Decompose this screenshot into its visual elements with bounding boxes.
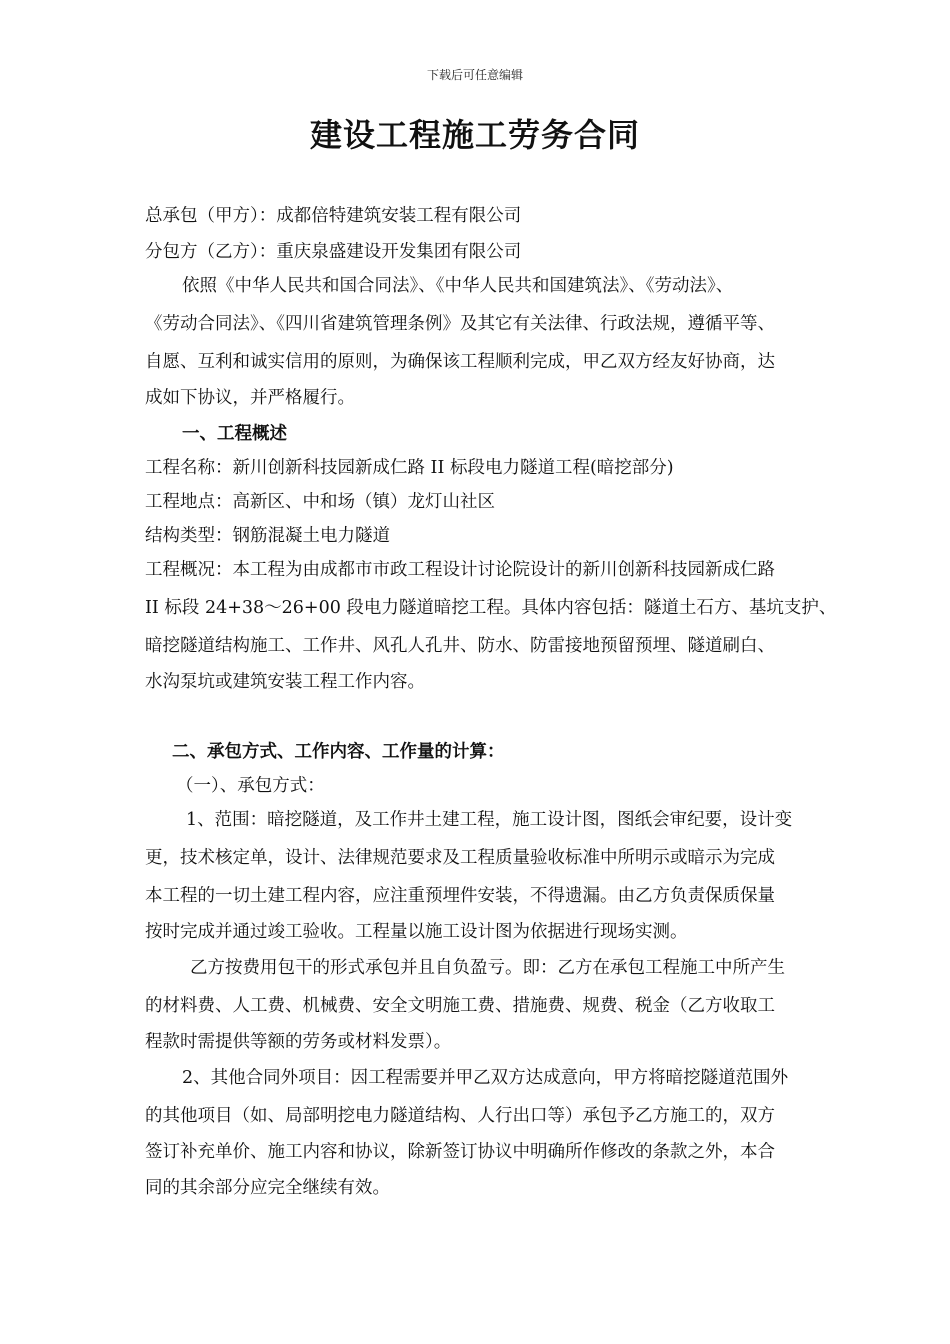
preamble-line: 成如下协议，并严格履行。 xyxy=(145,388,355,408)
section-heading: 一、工程概述 xyxy=(182,424,287,444)
cost-line: 程款时需提供等额的劳务或材料发票）。 xyxy=(145,1032,452,1052)
preamble-line: 自愿、互利和诚实信用的原则，为确保该工程顺利完成，甲乙双方经友好协商，达 xyxy=(145,352,775,372)
overview-line: 工程概况：本工程为由成都市市政工程设计讨论院设计的新川创新科技园新成仁路 xyxy=(145,560,775,580)
other-items-line: 2、其他合同外项目：因工程需要并甲乙双方达成意向，甲方将暗挖隧道范围外 xyxy=(182,1068,789,1088)
project-name: 工程名称：新川创新科技园新成仁路 II 标段电力隧道工程(暗挖部分) xyxy=(145,458,674,478)
structure-type: 结构类型：钢筋混凝土电力隧道 xyxy=(145,526,390,546)
project-location: 工程地点：高新区、中和场（镇）龙灯山社区 xyxy=(145,492,495,512)
cost-line: 乙方按费用包干的形式承包并且自负盈亏。即：乙方在承包工程施工中所产生 xyxy=(190,958,785,978)
other-items-line: 签订补充单价、施工内容和协议，除新签订协议中明确所作修改的条款之外，本合 xyxy=(145,1142,775,1162)
scope-line: 1、范围：暗挖隧道，及工作井土建工程，施工设计图，图纸会审纪要，设计变 xyxy=(186,810,793,830)
cost-line: 的材料费、人工费、机械费、安全文明施工费、措施费、规费、税金（乙方收取工 xyxy=(145,996,775,1016)
header-note: 下载后可任意编辑 xyxy=(426,68,523,82)
document-title: 建设工程施工劳务合同 xyxy=(309,116,640,154)
overview-line: 暗挖隧道结构施工、工作井、风孔人孔井、防水、防雷接地预留预埋、隧道刷白、 xyxy=(145,636,775,656)
other-items-line: 同的其余部分应完全继续有效。 xyxy=(145,1178,390,1198)
other-items-line: 的其他项目（如、局部明挖电力隧道结构、人行出口等）承包予乙方施工的，双方 xyxy=(145,1106,775,1126)
scope-line: 按时完成并通过竣工验收。工程量以施工设计图为依据进行现场实测。 xyxy=(145,922,688,942)
preamble-line: 依照《中华人民共和国合同法》、《中华人民共和国建筑法》、《劳动法》、 xyxy=(182,276,734,296)
subsection-heading: （一）、承包方式： xyxy=(176,776,325,796)
scope-line: 更，技术核定单，设计、法律规范要求及工程质量验收标准中所明示或暗示为完成 xyxy=(145,848,775,868)
overview-line: 水沟泵坑或建筑安装工程工作内容。 xyxy=(145,672,425,692)
subcontractor-line: 分包方（乙方）：重庆泉盛建设开发集团有限公司 xyxy=(145,242,522,262)
scope-line: 本工程的一切土建工程内容，应注重预埋件安装，不得遗漏。由乙方负责保质保量 xyxy=(145,886,775,906)
contractor-line: 总承包（甲方）：成都倍特建筑安装工程有限公司 xyxy=(145,206,522,226)
overview-line: II 标段 24+38～26+00 段电力隧道暗挖工程。具体内容包括：隧道土石方、基坑支护、 xyxy=(145,598,837,618)
preamble-line: 《劳动合同法》、《四川省建筑管理条例》及其它有关法律、行政法规，遵循平等、 xyxy=(145,314,775,334)
section-heading: 二、承包方式、工作内容、工作量的计算： xyxy=(172,742,505,762)
